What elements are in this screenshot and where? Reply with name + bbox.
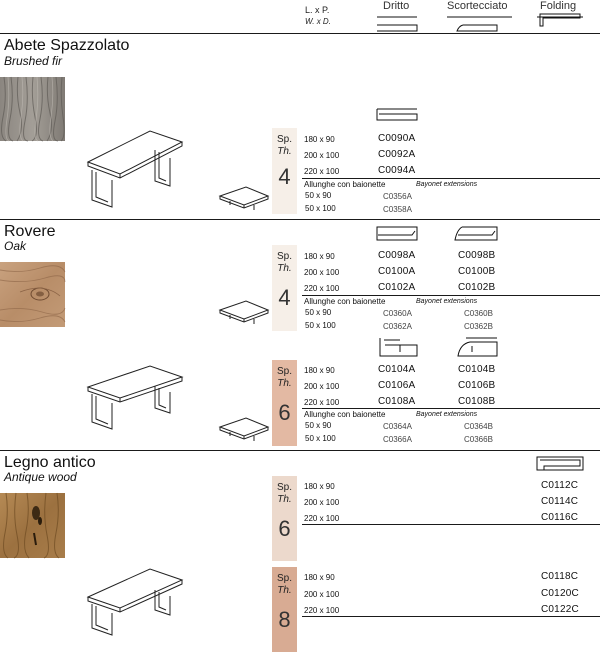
header-scortecciato: Scortecciato [447,0,508,12]
rovere-4-row-dim: 200 x 100 [304,268,340,277]
thickness-th-label: Th. [277,494,292,505]
rovere-6-ext-label: Allunghe con baionette [304,410,386,419]
rovere-4-row-code-b: C0100B [458,266,496,277]
rovere-4-ext-label-en: Bayonet extensions [416,298,478,305]
rovere-4-row-code-a: C0100A [378,266,416,277]
rovere-6-row-code-a: C0106A [378,380,416,391]
rovere-4-ext-code-b: C0362B [464,322,493,331]
thickness-th-label: Th. [277,146,292,157]
legno-table-drawing-icon [88,569,182,635]
legno-6-row-dim: 220 x 100 [304,514,340,523]
rovere-4-ext-label: Allunghe con baionette [304,297,386,306]
thickness-sp-label: Sp. [276,134,292,145]
legno-6-row-dim: 180 x 90 [304,482,335,491]
rovere-4-row-code-b: C0102B [458,282,496,293]
legno-6-thickness-value: 6 [278,516,291,541]
thickness-sp-label: Sp. [276,573,292,584]
rovere-6-ext-code-b: C0366B [464,435,493,444]
rovere-6-row-dim: 220 x 100 [304,398,340,407]
rovere-6-ext-label-en: Bayonet extensions [416,411,478,418]
abete-row-dim: 180 x 90 [304,135,335,144]
rovere-6-ext-dim: 50 x 90 [305,421,332,430]
legno-8-row-dim: 220 x 100 [304,606,340,615]
rovere-4-ext-code-a: C0360A [383,309,412,318]
legno-8-row-code-c: C0122C [541,604,579,615]
legno-8-row-code-c: C0120C [541,588,579,599]
abete-ext-code-a: C0356A [383,192,412,201]
legno-subtitle: Antique wood [4,470,77,484]
abete-subtitle: Brushed fir [4,54,63,68]
abete-row-dim: 220 x 100 [304,167,340,176]
legno-8-row-code-c: C0118C [541,571,579,582]
rovere-4-ext-dim: 50 x 100 [305,321,336,330]
legno-6-row-dim: 200 x 100 [304,498,340,507]
rovere-6-ext-dim: 50 x 100 [305,434,336,443]
header-dim-it: L. x P. [305,5,330,15]
rovere-subtitle: Oak [4,239,27,253]
thickness-th-label: Th. [277,378,292,389]
rovere-4-ext-code-a: C0362A [383,322,412,331]
rovere-4-row-dim: 220 x 100 [304,284,340,293]
abete-row-code-a: C0090A [378,133,416,144]
legno-title: Legno antico [4,454,96,471]
legno-6-rule [302,524,600,525]
abete-ext-label-en: Bayonet extensions [416,181,478,188]
thickness-th-label: Th. [277,263,292,274]
legno-6-thickness-box [272,476,297,561]
legno-folding-profile-icon [537,457,583,470]
rovere-6-row-code-a: C0104A [378,364,416,375]
rovere-4-row-code-b: C0098B [458,250,496,261]
abete-row-code-a: C0094A [378,165,416,176]
abete-title: Abete Spazzolato [4,37,130,54]
thickness-th-label: Th. [277,585,292,596]
thickness-sp-label: Sp. [276,251,292,262]
header-folding: Folding [540,0,577,12]
rovere-4-ext-dim: 50 x 90 [305,308,332,317]
abete-ext-code-a: C0358A [383,205,412,214]
header-dim-en: W. x D. [305,17,331,26]
rovere-6-ext-code-a: C0364A [383,422,412,431]
rovere-6-row-code-a: C0108A [378,396,416,407]
thickness-sp-label: Sp. [276,366,292,377]
abete-ext-dim: 50 x 100 [305,204,336,213]
abete-ext-dim: 50 x 90 [305,191,332,200]
rovere-6-row-code-b: C0106B [458,380,496,391]
abete-row-code-a: C0092A [378,149,416,160]
rovere-4-row-code-a: C0102A [378,282,416,293]
abete-ext-label: Allunghe con baionette [304,180,386,189]
rovere-4-row-code-a: C0098A [378,250,416,261]
legno-6-row-code-c: C0116C [541,512,579,523]
rovere-6-row-dim: 200 x 100 [304,382,340,391]
rovere-6-row-code-b: C0104B [458,364,496,375]
legno-8-rule [302,616,600,617]
legno-6-row-code-c: C0112C [541,480,579,491]
legno-8-thickness-box [272,567,297,652]
rovere-6-thickness-value: 6 [278,400,291,425]
rovere-4-thickness-value: 4 [278,285,291,310]
rovere-4-row-dim: 180 x 90 [304,252,335,261]
legno-6-row-code-c: C0114C [541,496,579,507]
legno-8-row-dim: 180 x 90 [304,573,335,582]
header-dritto: Dritto [383,0,410,12]
rovere-title: Rovere [4,223,56,240]
abete-thickness-value: 4 [278,164,291,189]
legno-8-thickness-value: 8 [278,607,291,632]
legno-8-row-dim: 200 x 100 [304,590,340,599]
rovere-4-ext-code-b: C0360B [464,309,493,318]
rovere-6-row-code-b: C0108B [458,396,496,407]
rovere-6-row-dim: 180 x 90 [304,366,335,375]
rovere-6-ext-code-a: C0366A [383,435,412,444]
rovere-6-ext-code-b: C0364B [464,422,493,431]
thickness-sp-label: Sp. [276,482,292,493]
abete-row-dim: 200 x 100 [304,151,340,160]
